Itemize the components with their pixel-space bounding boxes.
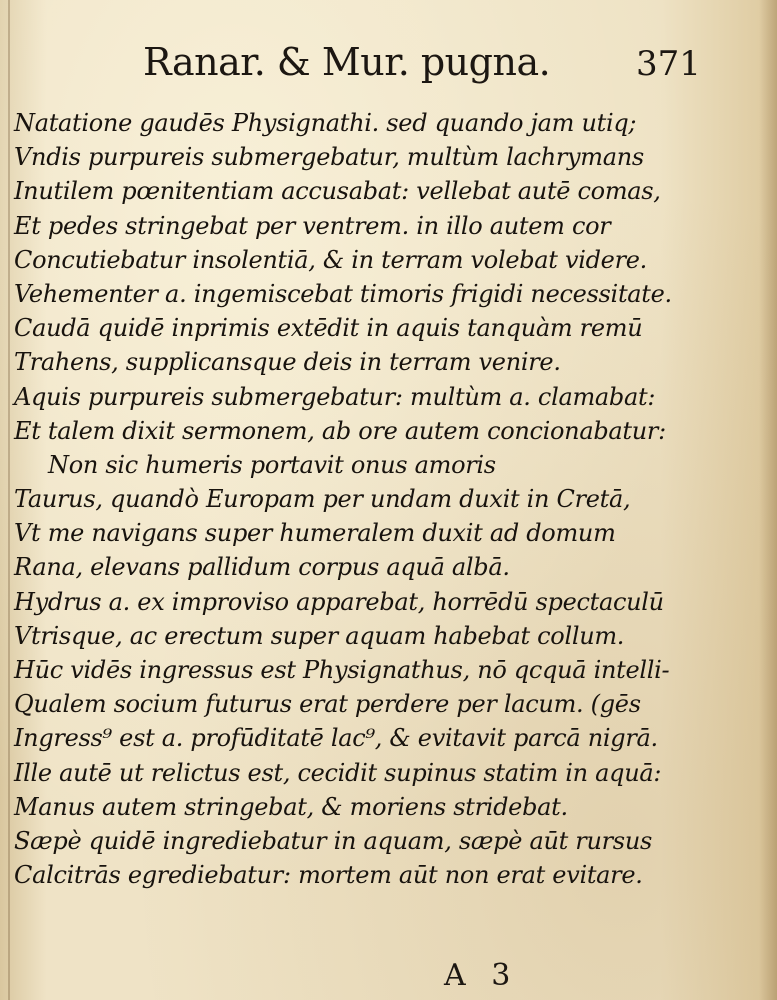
verse-text-block <box>14 106 714 892</box>
page-edge-shadow <box>759 0 777 1000</box>
verse-line: Inutilem pœnitentiam accusabat: vellebat autē comas, <box>14 177 661 206</box>
verse-line: Vtrisque, ac erectum super aquam habebat collum. <box>14 621 625 650</box>
verse-line: Manus autem stringebat, & moriens stridebat. <box>14 792 568 821</box>
verse-line: Vt me navigans super humeralem duxit ad domum <box>14 519 616 548</box>
verse-line: Natatione gaudēs Physignathi. sed quando jam utiq; <box>14 109 637 137</box>
page-gutter-line <box>8 0 10 1000</box>
verse-line: Caudā quidē inprimis extēdit in aquis tanquàm remū <box>14 314 643 343</box>
page-number: 371 <box>636 44 701 84</box>
verse-line: Ille autē ut relictus est, cecidit supinus statim in aquā: <box>14 758 662 787</box>
verse-line: Trahens, supplicansque deis in terram venire. <box>14 348 561 377</box>
verse-line: Et pedes stringebat per ventrem. in illo autem cor <box>14 211 611 240</box>
verse-line: Vndis purpureis submergebatur, multùm lachrymans <box>14 143 644 172</box>
verse-line: Qualem socium futurus erat perdere per lacum. (gēs <box>14 690 641 719</box>
page-header <box>0 38 777 94</box>
verse-line: Calcitrās egrediebatur: mortem aūt non erat evitare. <box>14 861 643 890</box>
verse-line: Hydrus a. ex improviso apparebat, horrēdū spectaculū <box>14 587 664 616</box>
verse-line: Vehementer a. ingemiscebat timoris frigidi necessitate. <box>14 279 672 308</box>
verse-line: Concutiebatur insolentiā, & in terram volebat videre. <box>14 245 647 274</box>
running-title: Ranar. & Mur. pugna. <box>143 40 551 84</box>
verse-line: Sæpè quidē ingrediebatur in aquam, sæpè aūt rursus <box>14 826 652 855</box>
signature-mark: A 3 <box>444 958 519 993</box>
verse-line: Hūc vidēs ingressus est Physignathus, nō qcquā intelli- <box>14 656 670 684</box>
verse-line: Rana, elevans pallidum corpus aquā albā. <box>14 553 510 582</box>
verse-line: Aquis purpureis submergebatur: multùm a. clamabat: <box>14 382 656 411</box>
verse-line: Taurus, quandò Europam per undam duxit in Cretā, <box>14 485 631 514</box>
verse-line: Et talem dixit sermonem, ab ore autem concionabatur: <box>14 416 666 445</box>
verse-line: Ingress⁹ est a. profūditatē lac⁹, & evitavit parcā nigrā. <box>14 724 658 753</box>
verse-line-indented: Non sic humeris portavit onus amoris <box>48 450 496 479</box>
